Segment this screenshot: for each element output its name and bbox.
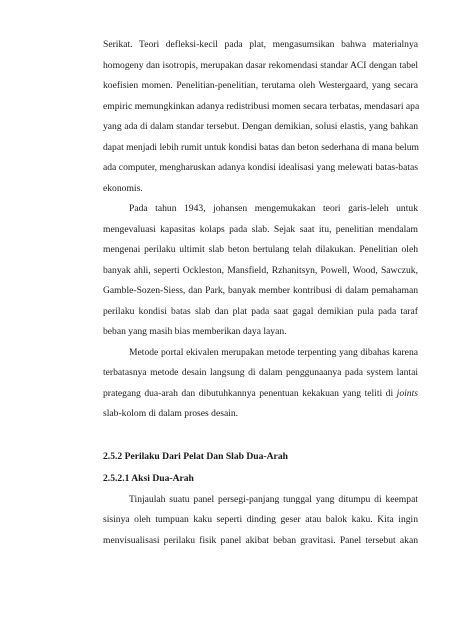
- text-line: sisinya oleh tumpuan kaku seperti dinding geser atau balok kaku. Kita ingin: [103, 514, 418, 525]
- text-line: Pada tahun 1943, johansen mengemukakan teori garis-leleh untuk: [129, 203, 418, 214]
- text-line: mengevaluasi kapasitas kolaps pada slab. Sejak saat itu, penelitian mendalam: [103, 223, 418, 235]
- paragraph-4: [103, 490, 418, 552]
- italic-term: joints: [396, 387, 418, 399]
- text-line: dapat menjadi lebih rumit untuk kondisi batas dan beton sederhana di mana belum: [103, 141, 419, 153]
- paragraph-3: [103, 343, 418, 425]
- text-line: yang ada di dalam standar tersebut. Dengan demikian, solusi elastis, yang bahkan: [103, 121, 418, 132]
- text-line: perilaku kondisi batas slab dan plat pada saat gagal demikian pula pada taraf: [103, 305, 418, 317]
- text-line: banyak ahli, seperti Ockleston, Mansfield, Rzhanitsyn, Powell, Wood, Sawczuk,: [103, 264, 418, 276]
- text-line: Metode portal ekivalen merupakan metode terpenting yang dibahas karena: [129, 346, 418, 358]
- text-line: homogeny dan isotropis, merupakan dasar rekomendasi standar ACI dengan tabel: [103, 59, 418, 71]
- text-line: terbatasnya metode desain langsung di dalam penggunaanya pada system lantai: [103, 367, 418, 378]
- text-line: koefisien momen. Penelitian-penelitian, terutama oleh Westergaard, yang secara: [103, 80, 418, 91]
- document-body: [103, 35, 418, 551]
- subsection-heading: 2.5.2.1 Aksi Dua-Arah: [103, 473, 194, 484]
- section-heading: 2.5.2 Perilaku Dari Pelat Dan Slab Dua-Arah: [103, 450, 288, 462]
- paragraph-2: [103, 199, 418, 343]
- text-line: menvisualisasi perilaku fisik panel akibat beban gravitasi. Panel tersebut akan: [103, 534, 418, 546]
- text-line: [103, 384, 418, 405]
- text-line: ada computer, mengharuskan adanya kondisi idealisasi yang melewati batas-batas: [103, 162, 418, 173]
- text-span: prategang dua-arah dan dibutuhkannya penentuan kekakuan yang teliti di: [103, 387, 394, 399]
- text-line: ekonomis.: [103, 182, 143, 194]
- text-line: slab-kolom di dalam proses desain.: [103, 408, 239, 419]
- paragraph-1: [103, 35, 418, 199]
- text-line: beban yang masih bias memberikan daya layan.: [103, 326, 287, 337]
- text-line: Serikat. Teori defleksi-kecil pada plat, mengasumsikan bahwa materialnya: [103, 39, 418, 50]
- text-line: Tinjaulah suatu panel persegi-panjang tunggal yang ditumpu di keempat: [129, 493, 418, 505]
- text-line: mengenai perilaku ultimit slab beton bertulang telah dilakukan. Penelitian oleh: [103, 244, 418, 255]
- text-line: Gamble-Sozen-Siess, dan Park, banyak member kontribusi di dalam pemahaman: [103, 285, 418, 296]
- text-line: empiric memungkinkan adanya redistribusi momen secara terbatas, mendasari apa: [103, 100, 420, 112]
